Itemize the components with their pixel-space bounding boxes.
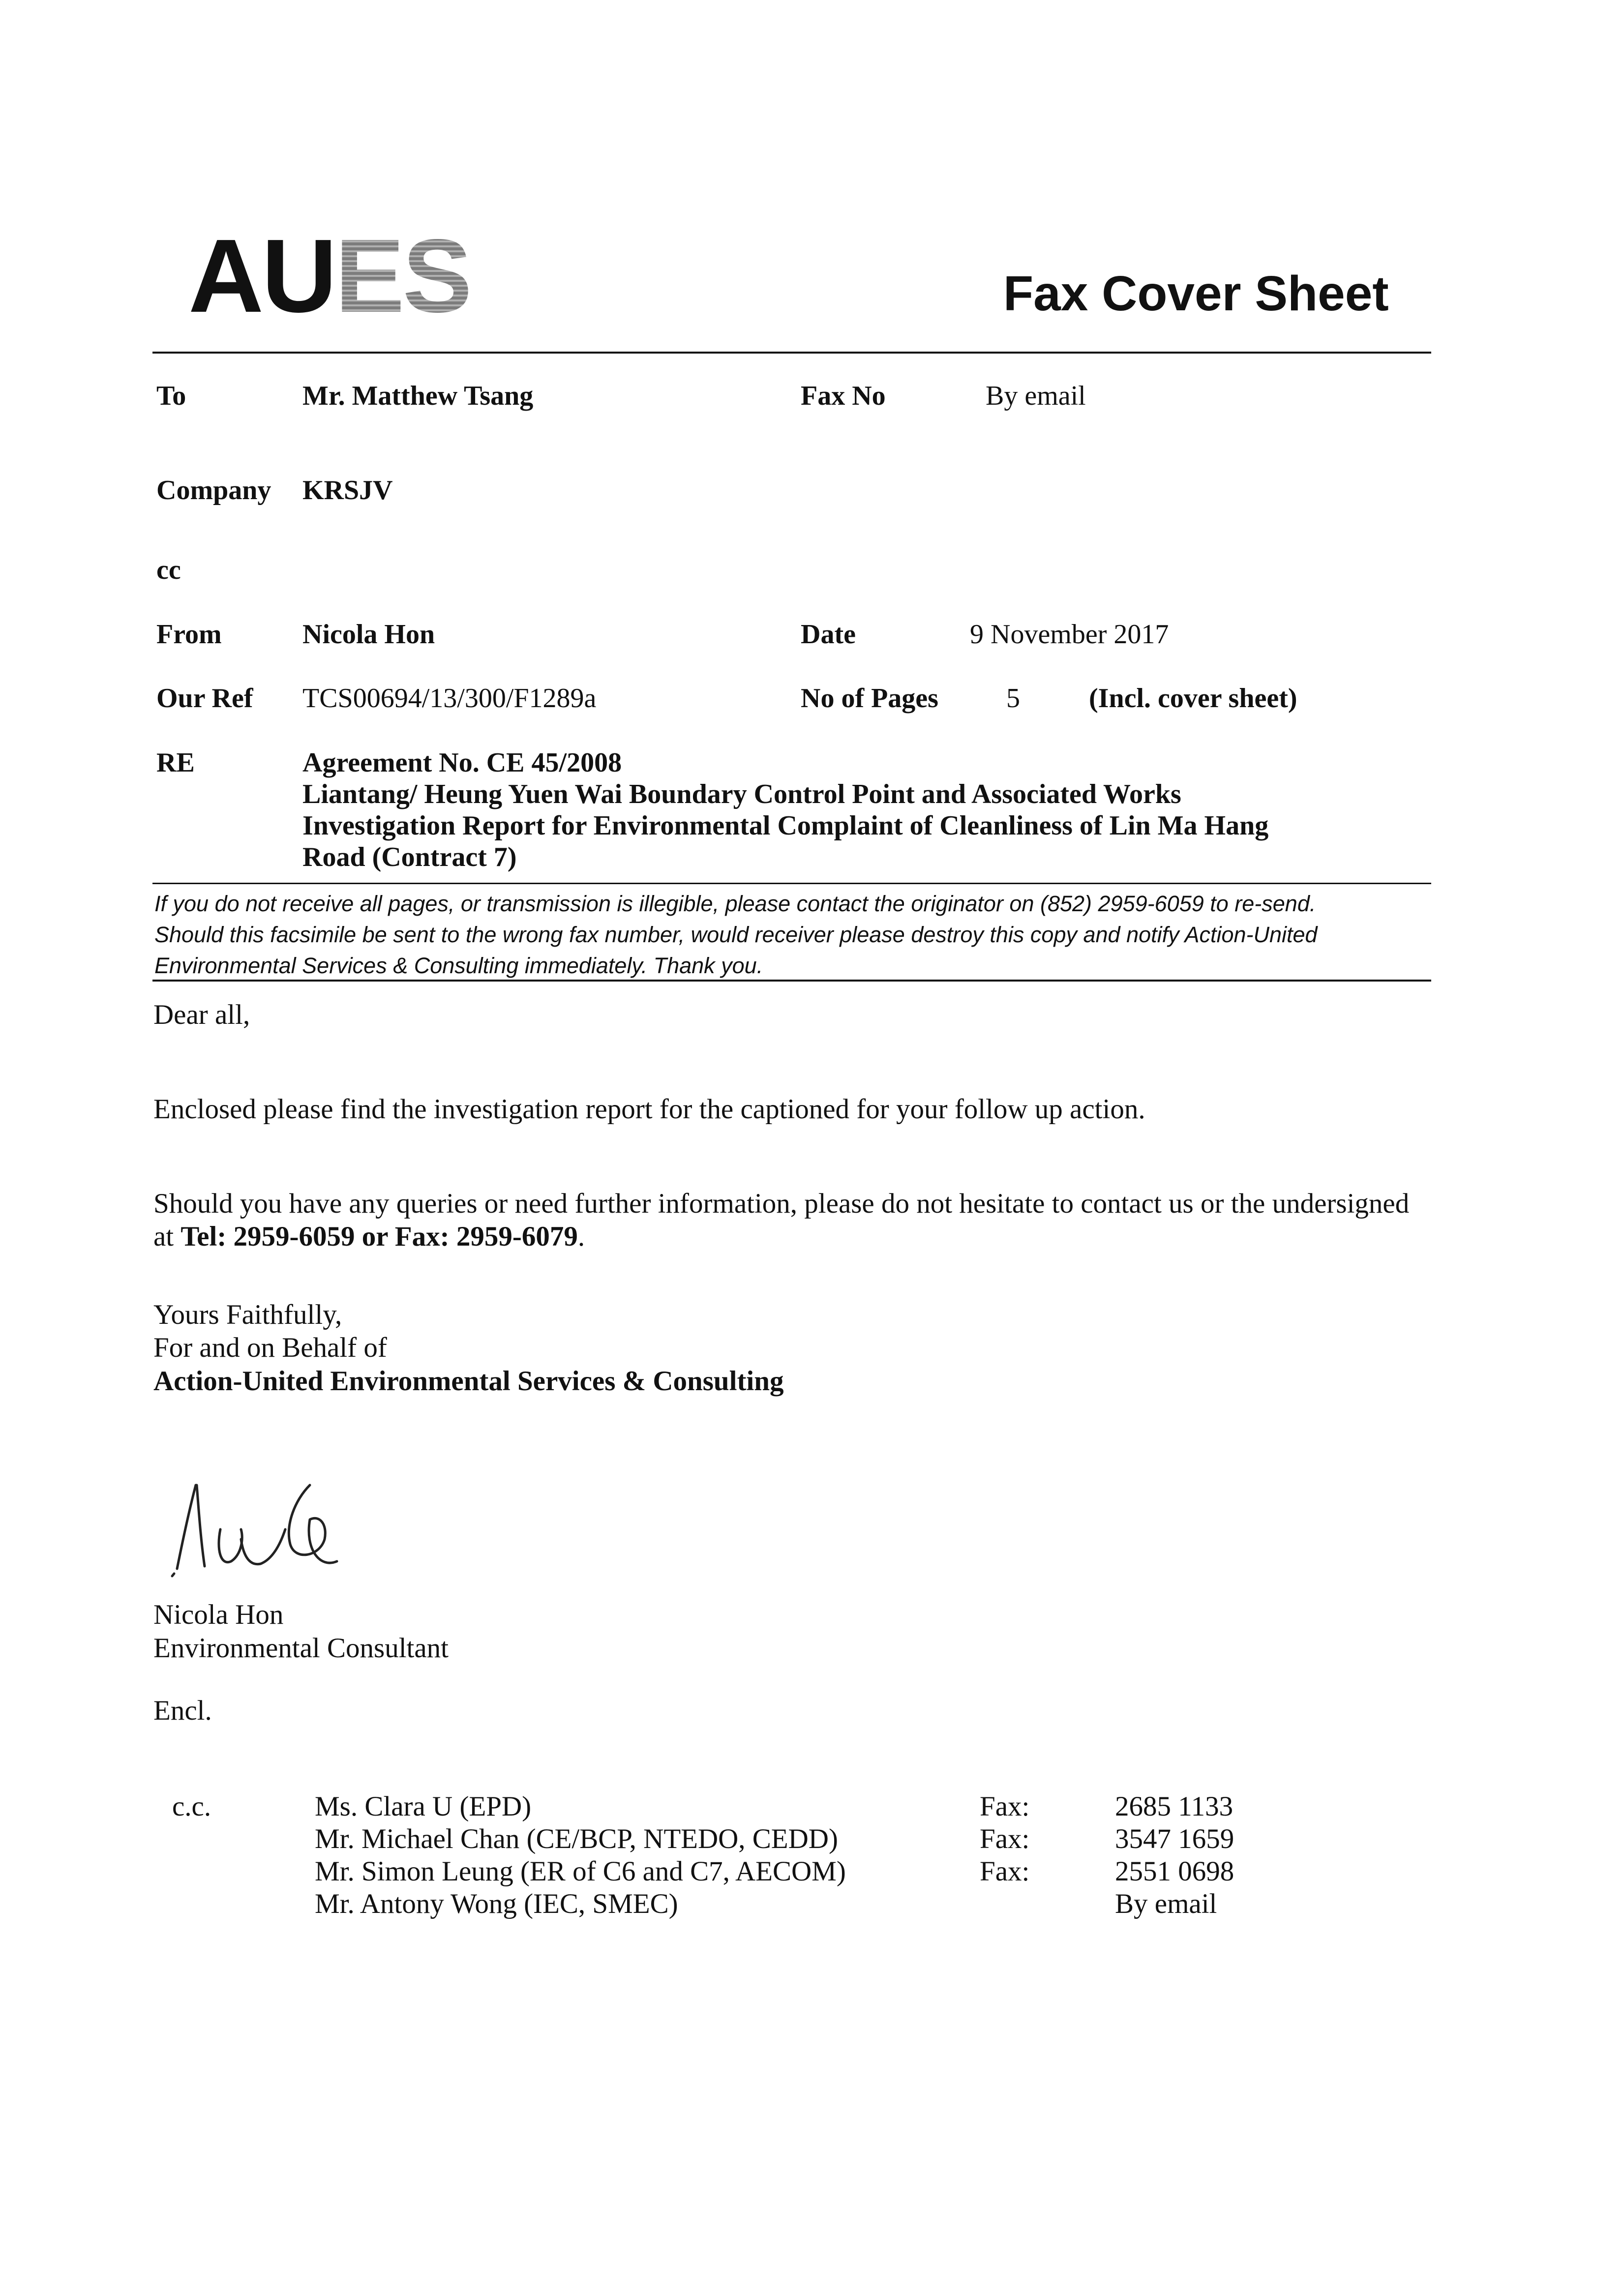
paragraph-queries: Should you have any queries or need further information, please do not hesitate to contact us or the undersigned (153, 1188, 1410, 1219)
logo-part-es: ES (335, 217, 471, 334)
to-value: Mr. Matthew Tsang (302, 381, 534, 411)
re-line: Agreement No. CE 45/2008 (302, 747, 622, 778)
company-signature-line: Action-United Environmental Services & Consulting (153, 1366, 784, 1397)
handwritten-signature (162, 1470, 369, 1583)
cc-name: Mr. Antony Wong (IEC, SMEC) (315, 1888, 678, 1919)
signer-name: Nicola Hon (153, 1599, 284, 1630)
cc-name: Ms. Clara U (EPD) (315, 1791, 532, 1822)
cc-name: Mr. Michael Chan (CE/BCP, NTEDO, CEDD) (315, 1823, 838, 1854)
notice-line: If you do not receive all pages, or transmission is illegible, please contact the originator on (852) 2959-6059 to re-send. (154, 891, 1316, 916)
notice-line: Environmental Services & Consulting immediately. Thank you. (154, 953, 763, 978)
company-label: Company (156, 475, 271, 506)
from-value: Nicola Hon (302, 619, 435, 650)
aues-logo (188, 217, 471, 334)
cc-fax-number: 2551 0698 (1115, 1856, 1234, 1887)
contact-prefix: at (153, 1221, 181, 1252)
header-rule (152, 352, 1431, 354)
re-line: Liantang/ Heung Yuen Wai Boundary Control Point and Associated Works (302, 779, 1181, 809)
notice-line: Should this facsimile be sent to the wrong fax number, would receiver please destroy this copy and notify Action-United (154, 922, 1318, 947)
date-value: 9 November 2017 (970, 619, 1169, 650)
closing: Yours Faithfully, (153, 1299, 342, 1330)
re-line: Investigation Report for Environmental Complaint of Cleanliness of Lin Ma Hang (302, 810, 1269, 841)
logo-part-au: AU (188, 217, 335, 334)
re-label: RE (156, 747, 195, 778)
contact-numbers: Tel: 2959-6059 or Fax: 2959-6079 (180, 1221, 578, 1252)
our-ref-value: TCS00694/13/300/F1289a (302, 683, 597, 714)
cc-fax-number: By email (1115, 1888, 1217, 1919)
signer-title: Environmental Consultant (153, 1633, 449, 1664)
cc-fax-number: 2685 1133 (1115, 1791, 1233, 1822)
paragraph-contact (153, 1220, 585, 1253)
cc-fax-label: Fax: (980, 1856, 1030, 1887)
pages-note: (Incl. cover sheet) (1089, 683, 1297, 714)
fax-no-label: Fax No (801, 381, 886, 411)
cc-fax-label: Fax: (980, 1791, 1030, 1822)
re-line: Road (Contract 7) (302, 842, 517, 872)
paragraph-enclosed: Enclosed please find the investigation report for the captioned for your follow up action. (153, 1094, 1145, 1125)
from-label: From (156, 619, 222, 650)
to-label: To (156, 381, 186, 411)
cc-fax-label: Fax: (980, 1823, 1030, 1854)
notice-bottom-rule (152, 980, 1431, 982)
pages-label: No of Pages (801, 683, 938, 714)
company-value: KRSJV (302, 475, 393, 506)
salutation: Dear all, (153, 999, 250, 1030)
enclosure-note: Encl. (153, 1695, 212, 1726)
document-title: Fax Cover Sheet (1003, 266, 1389, 321)
on-behalf: For and on Behalf of (153, 1332, 387, 1363)
our-ref-label: Our Ref (156, 683, 253, 714)
date-label: Date (801, 619, 856, 650)
fax-no-value: By email (986, 381, 1086, 411)
notice-top-rule (152, 883, 1431, 884)
pages-value: 5 (1006, 683, 1020, 714)
cc-label: cc (156, 555, 181, 585)
contact-suffix: . (577, 1221, 585, 1252)
cc-list-label: c.c. (172, 1791, 211, 1822)
cc-name: Mr. Simon Leung (ER of C6 and C7, AECOM) (315, 1856, 846, 1887)
cc-fax-number: 3547 1659 (1115, 1823, 1234, 1854)
